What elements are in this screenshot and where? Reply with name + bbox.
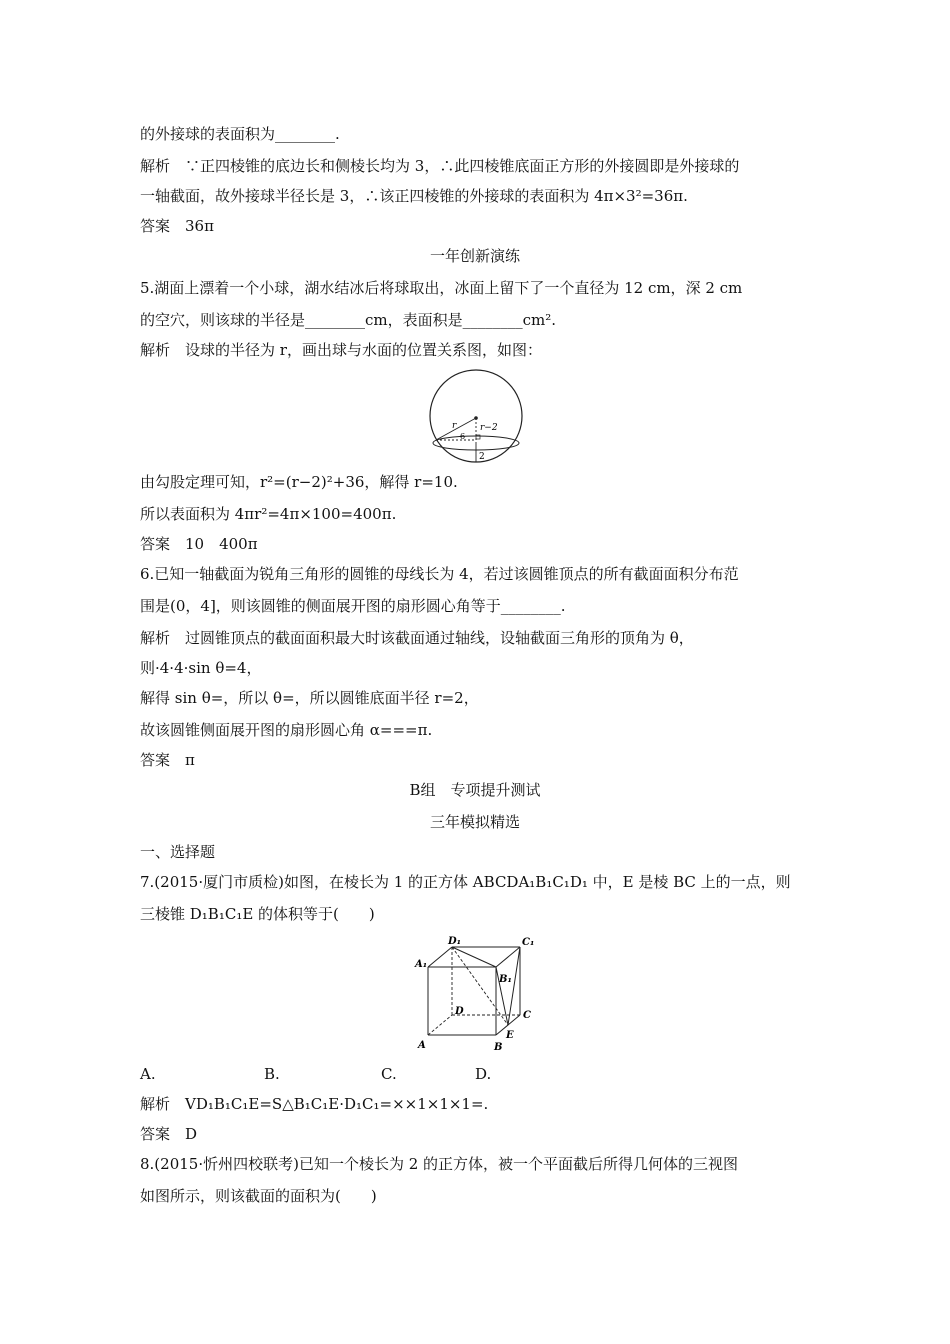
answer-line: 答案 D bbox=[140, 1125, 198, 1143]
label-2: 2 bbox=[479, 452, 485, 462]
option-c: C. bbox=[381, 1065, 397, 1083]
label-A: A bbox=[418, 1040, 426, 1051]
label-C: C bbox=[523, 1010, 531, 1021]
label-D1: D₁ bbox=[448, 936, 462, 947]
option-a: A. bbox=[140, 1065, 156, 1083]
text-line: 解析 设球的半径为 r，画出球与水面的位置关系图，如图： bbox=[140, 341, 542, 359]
text-line: 5.湖面上漂着一个小球，湖水结冰后将球取出，冰面上留下了一个直径为 12 cm，深 2 cm bbox=[140, 279, 743, 297]
text-line: 的空穴，则该球的半径是________cm，表面积是________cm². bbox=[140, 311, 557, 329]
text-line: 故该圆锥侧面展开图的扇形圆心角 α===π. bbox=[140, 721, 433, 739]
section-heading: 一年创新演练 bbox=[429, 247, 520, 265]
text-line: 解析 VD₁B₁C₁E=S△B₁C₁E·D₁C₁=××1×1×1=. bbox=[140, 1095, 489, 1113]
text-line: 解析 过圆锥顶点的截面面积最大时该截面通过轴线，设轴截面三角形的顶角为 θ， bbox=[140, 629, 694, 647]
text-line: 6.已知一轴截面为锐角三角形的圆锥的母线长为 4，若过该圆锥顶点的所有截面面积分布范 bbox=[140, 565, 739, 583]
label-6: 6 bbox=[460, 432, 466, 441]
section-heading: B组 专项提升测试 bbox=[409, 781, 541, 799]
label-C1: C₁ bbox=[522, 937, 535, 948]
answer-line: 答案 36π bbox=[140, 217, 214, 235]
text-line: 一、选择题 bbox=[140, 843, 216, 861]
text-line: 三棱锥 D₁B₁C₁E 的体积等于( ) bbox=[140, 905, 375, 923]
text-line: 一轴截面，故外接球半径长是 3，∴该正四棱锥的外接球的表面积为 4π×3²=36π. bbox=[140, 187, 688, 205]
answer-line: 答案 10 400π bbox=[140, 535, 258, 553]
text-line: 解得 sin θ=，所以 θ=，所以圆锥底面半径 r=2， bbox=[140, 689, 479, 707]
cube-figure bbox=[412, 934, 542, 1060]
label-r: r bbox=[452, 421, 457, 431]
section-subheading: 三年模拟精选 bbox=[429, 813, 520, 831]
text-line: 的外接球的表面积为________. bbox=[140, 125, 340, 143]
text-line: 所以表面积为 4πr²=4π×100=400π. bbox=[140, 505, 397, 523]
text-line: 由勾股定理可知，r²=(r−2)²+36，解得 r=10. bbox=[140, 473, 458, 491]
option-b: B. bbox=[264, 1065, 280, 1083]
sphere-figure bbox=[420, 368, 535, 468]
answer-line: 答案 π bbox=[140, 751, 195, 769]
text-line: 围是(0，4]，则该圆锥的侧面展开图的扇形圆心角等于________. bbox=[140, 597, 566, 615]
option-d: D. bbox=[475, 1065, 492, 1083]
label-D: D bbox=[455, 1006, 464, 1017]
text-line: 如图所示，则该截面的面积为( ) bbox=[140, 1187, 377, 1205]
label-A1: A₁ bbox=[415, 959, 428, 970]
text-line: 则·4·4·sin θ=4， bbox=[140, 659, 262, 677]
label-B1: B₁ bbox=[499, 974, 512, 985]
label-E: E bbox=[506, 1030, 514, 1041]
label-B: B bbox=[494, 1042, 503, 1053]
label-r-minus-2: r−2 bbox=[480, 423, 498, 433]
text-line: 7.(2015·厦门市质检)如图，在棱长为 1 的正方体 ABCDA₁B₁C₁D₁ 中，E 是棱 BC 上的一点，则 bbox=[140, 873, 791, 891]
text-line: 8.(2015·忻州四校联考)已知一个棱长为 2 的正方体，被一个平面截后所得几何体的三视图 bbox=[140, 1155, 739, 1173]
text-line: 解析 ∵正四棱锥的底边长和侧棱长均为 3，∴此四棱锥底面正方形的外接圆即是外接球的 bbox=[140, 157, 740, 175]
